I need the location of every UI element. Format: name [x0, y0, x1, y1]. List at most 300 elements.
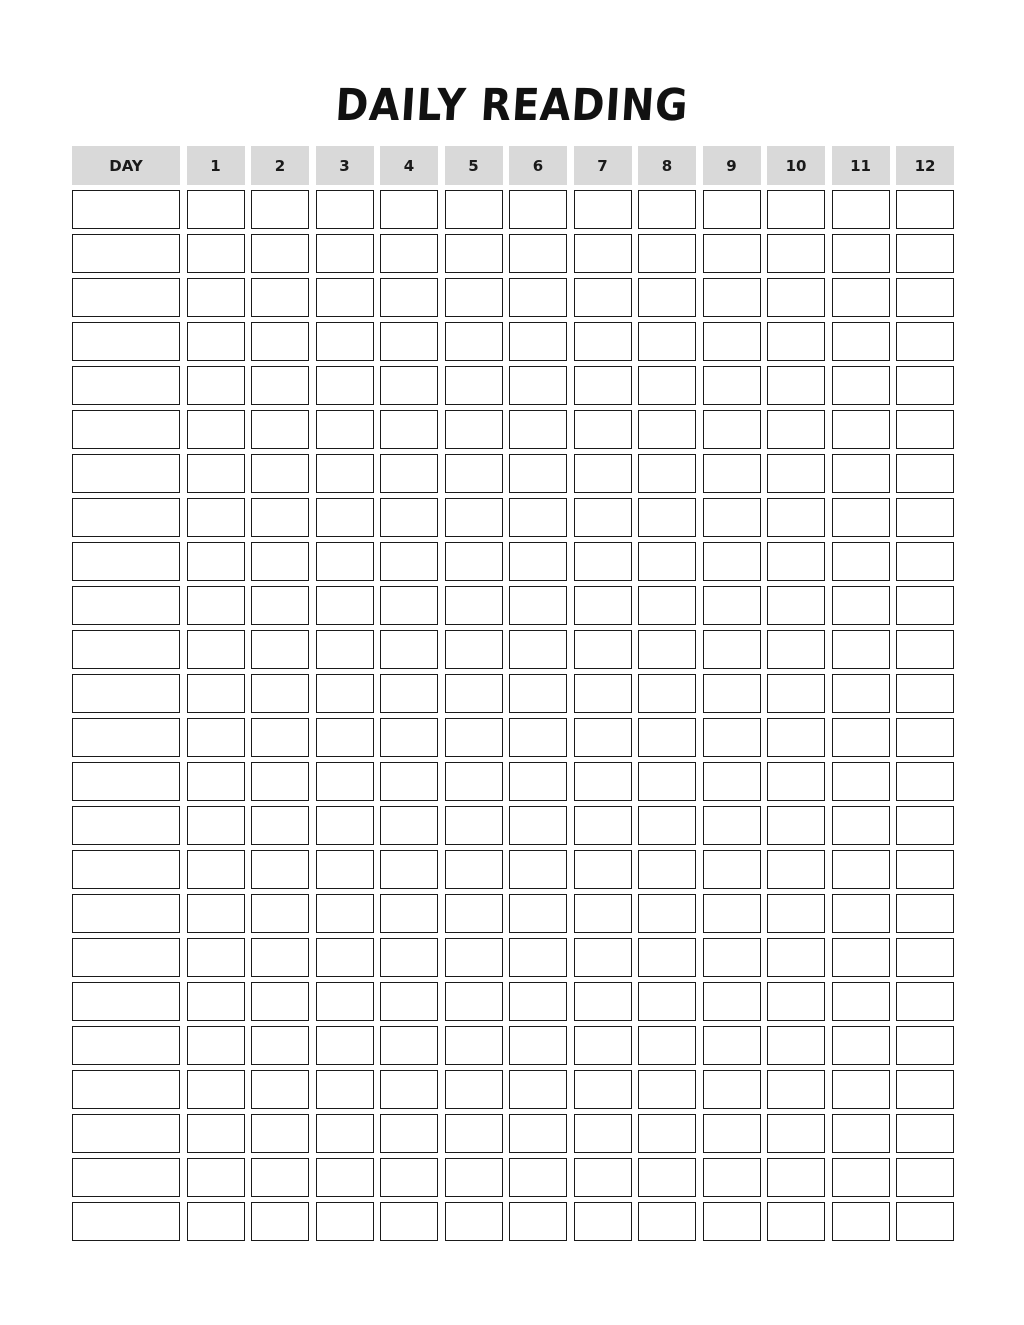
reading-check-box[interactable]: [380, 674, 438, 713]
reading-check-box[interactable]: [380, 718, 438, 757]
reading-check-box[interactable]: [509, 1026, 567, 1065]
reading-check-box[interactable]: [187, 190, 245, 229]
reading-check-box[interactable]: [574, 762, 632, 801]
reading-check-box[interactable]: [316, 190, 374, 229]
reading-check-box[interactable]: [380, 1202, 438, 1241]
reading-check-box[interactable]: [574, 454, 632, 493]
reading-check-box[interactable]: [187, 1026, 245, 1065]
reading-check-box[interactable]: [380, 542, 438, 581]
reading-check-box[interactable]: [767, 322, 825, 361]
reading-check-box[interactable]: [767, 542, 825, 581]
reading-check-box[interactable]: [316, 278, 374, 317]
reading-check-box[interactable]: [638, 674, 696, 713]
reading-check-box[interactable]: [703, 762, 761, 801]
reading-check-box[interactable]: [703, 1070, 761, 1109]
day-entry-box[interactable]: [72, 322, 180, 361]
reading-check-box[interactable]: [896, 1114, 954, 1153]
reading-check-box[interactable]: [638, 322, 696, 361]
reading-check-box[interactable]: [767, 1202, 825, 1241]
reading-check-box[interactable]: [509, 982, 567, 1021]
reading-check-box[interactable]: [896, 938, 954, 977]
reading-check-box[interactable]: [251, 190, 309, 229]
reading-check-box[interactable]: [380, 1158, 438, 1197]
reading-check-box[interactable]: [316, 1070, 374, 1109]
reading-check-box[interactable]: [767, 806, 825, 845]
reading-check-box[interactable]: [896, 366, 954, 405]
reading-check-box[interactable]: [638, 630, 696, 669]
reading-check-box[interactable]: [832, 410, 890, 449]
reading-check-box[interactable]: [445, 938, 503, 977]
reading-check-box[interactable]: [638, 498, 696, 537]
reading-check-box[interactable]: [638, 234, 696, 273]
reading-check-box[interactable]: [316, 234, 374, 273]
day-entry-box[interactable]: [72, 190, 180, 229]
reading-check-box[interactable]: [445, 1158, 503, 1197]
reading-check-box[interactable]: [767, 938, 825, 977]
reading-check-box[interactable]: [703, 806, 761, 845]
reading-check-box[interactable]: [251, 806, 309, 845]
reading-check-box[interactable]: [638, 366, 696, 405]
reading-check-box[interactable]: [767, 630, 825, 669]
reading-check-box[interactable]: [574, 938, 632, 977]
reading-check-box[interactable]: [832, 1026, 890, 1065]
reading-check-box[interactable]: [896, 278, 954, 317]
reading-check-box[interactable]: [445, 410, 503, 449]
reading-check-box[interactable]: [445, 630, 503, 669]
reading-check-box[interactable]: [509, 498, 567, 537]
reading-check-box[interactable]: [703, 454, 761, 493]
reading-check-box[interactable]: [251, 1070, 309, 1109]
reading-check-box[interactable]: [251, 1026, 309, 1065]
reading-check-box[interactable]: [251, 366, 309, 405]
reading-check-box[interactable]: [380, 322, 438, 361]
reading-check-box[interactable]: [638, 1158, 696, 1197]
reading-check-box[interactable]: [896, 674, 954, 713]
reading-check-box[interactable]: [187, 410, 245, 449]
reading-check-box[interactable]: [832, 498, 890, 537]
reading-check-box[interactable]: [251, 674, 309, 713]
reading-check-box[interactable]: [445, 586, 503, 625]
reading-check-box[interactable]: [187, 718, 245, 757]
day-entry-box[interactable]: [72, 1114, 180, 1153]
reading-check-box[interactable]: [316, 586, 374, 625]
reading-check-box[interactable]: [445, 542, 503, 581]
reading-check-box[interactable]: [574, 806, 632, 845]
reading-check-box[interactable]: [896, 1158, 954, 1197]
reading-check-box[interactable]: [509, 762, 567, 801]
reading-check-box[interactable]: [445, 498, 503, 537]
reading-check-box[interactable]: [380, 982, 438, 1021]
day-entry-box[interactable]: [72, 1158, 180, 1197]
reading-check-box[interactable]: [445, 366, 503, 405]
reading-check-box[interactable]: [896, 1202, 954, 1241]
reading-check-box[interactable]: [574, 850, 632, 889]
reading-check-box[interactable]: [703, 1114, 761, 1153]
reading-check-box[interactable]: [832, 1114, 890, 1153]
reading-check-box[interactable]: [896, 454, 954, 493]
reading-check-box[interactable]: [316, 1158, 374, 1197]
reading-check-box[interactable]: [638, 806, 696, 845]
reading-check-box[interactable]: [896, 894, 954, 933]
reading-check-box[interactable]: [574, 1158, 632, 1197]
day-entry-box[interactable]: [72, 762, 180, 801]
reading-check-box[interactable]: [896, 850, 954, 889]
reading-check-box[interactable]: [703, 850, 761, 889]
day-entry-box[interactable]: [72, 894, 180, 933]
reading-check-box[interactable]: [896, 1070, 954, 1109]
reading-check-box[interactable]: [445, 190, 503, 229]
reading-check-box[interactable]: [509, 542, 567, 581]
reading-check-box[interactable]: [832, 894, 890, 933]
day-entry-box[interactable]: [72, 718, 180, 757]
reading-check-box[interactable]: [187, 894, 245, 933]
reading-check-box[interactable]: [767, 1114, 825, 1153]
reading-check-box[interactable]: [832, 322, 890, 361]
reading-check-box[interactable]: [703, 1158, 761, 1197]
reading-check-box[interactable]: [703, 322, 761, 361]
reading-check-box[interactable]: [896, 234, 954, 273]
reading-check-box[interactable]: [574, 1070, 632, 1109]
reading-check-box[interactable]: [638, 278, 696, 317]
reading-check-box[interactable]: [380, 1026, 438, 1065]
reading-check-box[interactable]: [703, 1202, 761, 1241]
reading-check-box[interactable]: [509, 938, 567, 977]
reading-check-box[interactable]: [380, 190, 438, 229]
reading-check-box[interactable]: [574, 498, 632, 537]
reading-check-box[interactable]: [896, 806, 954, 845]
reading-check-box[interactable]: [380, 1070, 438, 1109]
reading-check-box[interactable]: [509, 630, 567, 669]
reading-check-box[interactable]: [316, 542, 374, 581]
reading-check-box[interactable]: [574, 718, 632, 757]
reading-check-box[interactable]: [187, 1114, 245, 1153]
reading-check-box[interactable]: [509, 806, 567, 845]
reading-check-box[interactable]: [509, 1202, 567, 1241]
reading-check-box[interactable]: [316, 674, 374, 713]
reading-check-box[interactable]: [574, 982, 632, 1021]
reading-check-box[interactable]: [251, 850, 309, 889]
reading-check-box[interactable]: [703, 278, 761, 317]
reading-check-box[interactable]: [767, 410, 825, 449]
reading-check-box[interactable]: [638, 190, 696, 229]
reading-check-box[interactable]: [574, 190, 632, 229]
reading-check-box[interactable]: [509, 1158, 567, 1197]
reading-check-box[interactable]: [767, 1026, 825, 1065]
day-entry-box[interactable]: [72, 938, 180, 977]
reading-check-box[interactable]: [767, 674, 825, 713]
reading-check-box[interactable]: [251, 938, 309, 977]
reading-check-box[interactable]: [380, 234, 438, 273]
reading-check-box[interactable]: [380, 1114, 438, 1153]
reading-check-box[interactable]: [316, 454, 374, 493]
reading-check-box[interactable]: [251, 1202, 309, 1241]
reading-check-box[interactable]: [703, 410, 761, 449]
reading-check-box[interactable]: [316, 1202, 374, 1241]
reading-check-box[interactable]: [832, 542, 890, 581]
reading-check-box[interactable]: [316, 410, 374, 449]
reading-check-box[interactable]: [574, 410, 632, 449]
reading-check-box[interactable]: [638, 1070, 696, 1109]
reading-check-box[interactable]: [187, 630, 245, 669]
reading-check-box[interactable]: [316, 322, 374, 361]
reading-check-box[interactable]: [316, 366, 374, 405]
reading-check-box[interactable]: [703, 982, 761, 1021]
reading-check-box[interactable]: [445, 234, 503, 273]
reading-check-box[interactable]: [251, 630, 309, 669]
reading-check-box[interactable]: [574, 586, 632, 625]
reading-check-box[interactable]: [638, 1202, 696, 1241]
reading-check-box[interactable]: [316, 982, 374, 1021]
reading-check-box[interactable]: [445, 718, 503, 757]
reading-check-box[interactable]: [316, 850, 374, 889]
reading-check-box[interactable]: [509, 718, 567, 757]
reading-check-box[interactable]: [767, 366, 825, 405]
reading-check-box[interactable]: [187, 498, 245, 537]
reading-check-box[interactable]: [638, 938, 696, 977]
reading-check-box[interactable]: [574, 542, 632, 581]
reading-check-box[interactable]: [380, 498, 438, 537]
reading-check-box[interactable]: [703, 586, 761, 625]
reading-check-box[interactable]: [251, 278, 309, 317]
reading-check-box[interactable]: [509, 894, 567, 933]
reading-check-box[interactable]: [445, 1202, 503, 1241]
reading-check-box[interactable]: [767, 454, 825, 493]
reading-check-box[interactable]: [767, 718, 825, 757]
reading-check-box[interactable]: [187, 1070, 245, 1109]
reading-check-box[interactable]: [445, 454, 503, 493]
reading-check-box[interactable]: [187, 278, 245, 317]
day-entry-box[interactable]: [72, 278, 180, 317]
day-entry-box[interactable]: [72, 674, 180, 713]
reading-check-box[interactable]: [767, 894, 825, 933]
reading-check-box[interactable]: [767, 1070, 825, 1109]
reading-check-box[interactable]: [509, 410, 567, 449]
reading-check-box[interactable]: [638, 542, 696, 581]
reading-check-box[interactable]: [638, 982, 696, 1021]
day-entry-box[interactable]: [72, 850, 180, 889]
reading-check-box[interactable]: [509, 322, 567, 361]
reading-check-box[interactable]: [380, 938, 438, 977]
reading-check-box[interactable]: [187, 850, 245, 889]
reading-check-box[interactable]: [638, 454, 696, 493]
reading-check-box[interactable]: [832, 938, 890, 977]
reading-check-box[interactable]: [703, 894, 761, 933]
reading-check-box[interactable]: [703, 938, 761, 977]
day-entry-box[interactable]: [72, 586, 180, 625]
reading-check-box[interactable]: [316, 1114, 374, 1153]
reading-check-box[interactable]: [767, 234, 825, 273]
reading-check-box[interactable]: [187, 1202, 245, 1241]
day-entry-box[interactable]: [72, 1070, 180, 1109]
reading-check-box[interactable]: [638, 894, 696, 933]
reading-check-box[interactable]: [509, 586, 567, 625]
reading-check-box[interactable]: [896, 410, 954, 449]
day-entry-box[interactable]: [72, 366, 180, 405]
reading-check-box[interactable]: [574, 1202, 632, 1241]
reading-check-box[interactable]: [896, 1026, 954, 1065]
reading-check-box[interactable]: [380, 278, 438, 317]
reading-check-box[interactable]: [380, 366, 438, 405]
reading-check-box[interactable]: [638, 410, 696, 449]
day-entry-box[interactable]: [72, 234, 180, 273]
reading-check-box[interactable]: [703, 674, 761, 713]
reading-check-box[interactable]: [445, 1026, 503, 1065]
reading-check-box[interactable]: [316, 894, 374, 933]
reading-check-box[interactable]: [767, 762, 825, 801]
reading-check-box[interactable]: [638, 850, 696, 889]
reading-check-box[interactable]: [316, 806, 374, 845]
reading-check-box[interactable]: [574, 894, 632, 933]
reading-check-box[interactable]: [509, 850, 567, 889]
reading-check-box[interactable]: [380, 586, 438, 625]
reading-check-box[interactable]: [445, 806, 503, 845]
reading-check-box[interactable]: [316, 762, 374, 801]
reading-check-box[interactable]: [251, 718, 309, 757]
reading-check-box[interactable]: [445, 894, 503, 933]
reading-check-box[interactable]: [251, 894, 309, 933]
reading-check-box[interactable]: [703, 718, 761, 757]
reading-check-box[interactable]: [832, 234, 890, 273]
reading-check-box[interactable]: [767, 498, 825, 537]
reading-check-box[interactable]: [832, 1070, 890, 1109]
reading-check-box[interactable]: [187, 982, 245, 1021]
reading-check-box[interactable]: [832, 366, 890, 405]
reading-check-box[interactable]: [767, 190, 825, 229]
reading-check-box[interactable]: [896, 542, 954, 581]
reading-check-box[interactable]: [251, 322, 309, 361]
reading-check-box[interactable]: [896, 762, 954, 801]
reading-check-box[interactable]: [638, 718, 696, 757]
reading-check-box[interactable]: [445, 674, 503, 713]
reading-check-box[interactable]: [574, 1026, 632, 1065]
reading-check-box[interactable]: [832, 762, 890, 801]
reading-check-box[interactable]: [509, 190, 567, 229]
reading-check-box[interactable]: [832, 850, 890, 889]
day-entry-box[interactable]: [72, 542, 180, 581]
reading-check-box[interactable]: [187, 762, 245, 801]
reading-check-box[interactable]: [767, 586, 825, 625]
reading-check-box[interactable]: [703, 542, 761, 581]
reading-check-box[interactable]: [832, 806, 890, 845]
reading-check-box[interactable]: [316, 498, 374, 537]
reading-check-box[interactable]: [767, 982, 825, 1021]
reading-check-box[interactable]: [896, 498, 954, 537]
reading-check-box[interactable]: [896, 630, 954, 669]
reading-check-box[interactable]: [251, 454, 309, 493]
reading-check-box[interactable]: [832, 1158, 890, 1197]
reading-check-box[interactable]: [509, 1114, 567, 1153]
reading-check-box[interactable]: [509, 1070, 567, 1109]
reading-check-box[interactable]: [445, 322, 503, 361]
reading-check-box[interactable]: [574, 630, 632, 669]
reading-check-box[interactable]: [832, 454, 890, 493]
reading-check-box[interactable]: [767, 850, 825, 889]
reading-check-box[interactable]: [767, 278, 825, 317]
reading-check-box[interactable]: [187, 1158, 245, 1197]
reading-check-box[interactable]: [380, 630, 438, 669]
reading-check-box[interactable]: [574, 366, 632, 405]
reading-check-box[interactable]: [251, 234, 309, 273]
reading-check-box[interactable]: [832, 982, 890, 1021]
reading-check-box[interactable]: [703, 1026, 761, 1065]
reading-check-box[interactable]: [251, 410, 309, 449]
reading-check-box[interactable]: [187, 322, 245, 361]
reading-check-box[interactable]: [380, 850, 438, 889]
reading-check-box[interactable]: [251, 762, 309, 801]
reading-check-box[interactable]: [832, 1202, 890, 1241]
reading-check-box[interactable]: [380, 454, 438, 493]
reading-check-box[interactable]: [509, 234, 567, 273]
reading-check-box[interactable]: [187, 454, 245, 493]
reading-check-box[interactable]: [187, 586, 245, 625]
reading-check-box[interactable]: [832, 278, 890, 317]
reading-check-box[interactable]: [509, 674, 567, 713]
reading-check-box[interactable]: [187, 938, 245, 977]
reading-check-box[interactable]: [187, 674, 245, 713]
reading-check-box[interactable]: [251, 1158, 309, 1197]
reading-check-box[interactable]: [445, 278, 503, 317]
reading-check-box[interactable]: [187, 366, 245, 405]
reading-check-box[interactable]: [187, 542, 245, 581]
reading-check-box[interactable]: [574, 674, 632, 713]
reading-check-box[interactable]: [638, 762, 696, 801]
day-entry-box[interactable]: [72, 1202, 180, 1241]
reading-check-box[interactable]: [509, 366, 567, 405]
day-entry-box[interactable]: [72, 806, 180, 845]
reading-check-box[interactable]: [509, 454, 567, 493]
reading-check-box[interactable]: [703, 498, 761, 537]
reading-check-box[interactable]: [445, 762, 503, 801]
day-entry-box[interactable]: [72, 982, 180, 1021]
day-entry-box[interactable]: [72, 454, 180, 493]
reading-check-box[interactable]: [445, 850, 503, 889]
reading-check-box[interactable]: [832, 674, 890, 713]
reading-check-box[interactable]: [380, 762, 438, 801]
reading-check-box[interactable]: [509, 278, 567, 317]
reading-check-box[interactable]: [251, 542, 309, 581]
reading-check-box[interactable]: [703, 630, 761, 669]
reading-check-box[interactable]: [767, 1158, 825, 1197]
reading-check-box[interactable]: [574, 234, 632, 273]
reading-check-box[interactable]: [638, 586, 696, 625]
reading-check-box[interactable]: [380, 894, 438, 933]
reading-check-box[interactable]: [316, 718, 374, 757]
reading-check-box[interactable]: [380, 806, 438, 845]
reading-check-box[interactable]: [638, 1114, 696, 1153]
reading-check-box[interactable]: [445, 1070, 503, 1109]
reading-check-box[interactable]: [896, 322, 954, 361]
reading-check-box[interactable]: [574, 1114, 632, 1153]
day-entry-box[interactable]: [72, 410, 180, 449]
reading-check-box[interactable]: [316, 630, 374, 669]
reading-check-box[interactable]: [896, 718, 954, 757]
reading-check-box[interactable]: [187, 234, 245, 273]
day-entry-box[interactable]: [72, 498, 180, 537]
reading-check-box[interactable]: [187, 806, 245, 845]
reading-check-box[interactable]: [251, 586, 309, 625]
reading-check-box[interactable]: [251, 498, 309, 537]
reading-check-box[interactable]: [896, 190, 954, 229]
reading-check-box[interactable]: [380, 410, 438, 449]
reading-check-box[interactable]: [251, 982, 309, 1021]
reading-check-box[interactable]: [832, 190, 890, 229]
reading-check-box[interactable]: [316, 1026, 374, 1065]
reading-check-box[interactable]: [574, 278, 632, 317]
reading-check-box[interactable]: [574, 322, 632, 361]
reading-check-box[interactable]: [251, 1114, 309, 1153]
reading-check-box[interactable]: [832, 718, 890, 757]
day-entry-box[interactable]: [72, 630, 180, 669]
